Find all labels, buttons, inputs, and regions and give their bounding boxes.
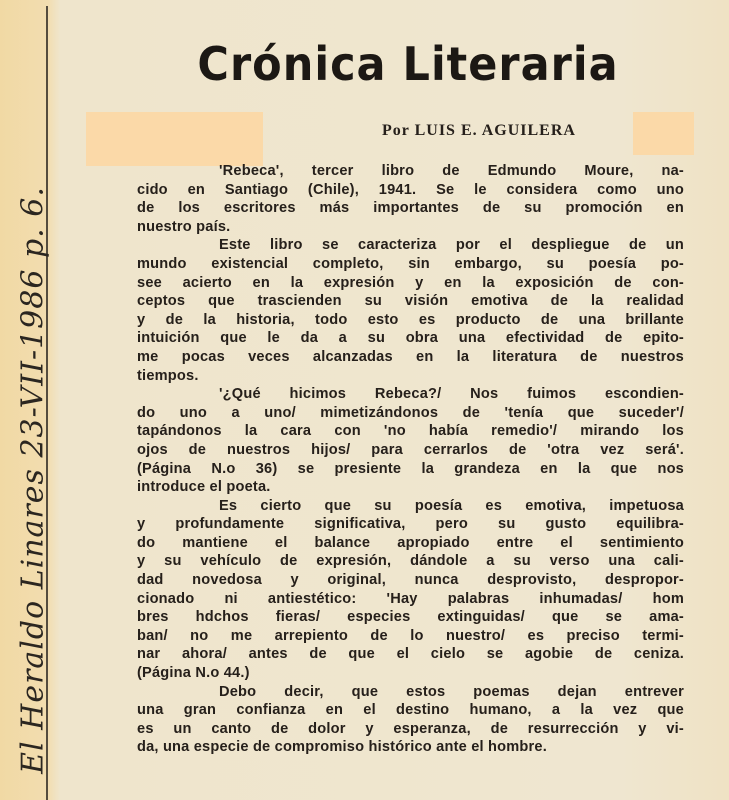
text-line: bres hdchos fieras/ especies extinguidas/ que se ama- [137, 609, 684, 626]
article-title: Crónica Literaria [197, 38, 619, 92]
article-body [137, 162, 684, 757]
text-line: dad novedosa y original, nunca desprovisto, despropor- [137, 572, 684, 589]
text-line: nar ahora/ antes de que el cielo se agobie de ceniza. [137, 646, 684, 663]
text-line: da, una especie de compromiso histórico ante el hombre. [137, 739, 547, 756]
text-line: ceptos que trascienden su visión emotiva de la realidad [137, 293, 684, 310]
text-line: see acierto en la expresión y en la exposición de con- [137, 274, 684, 291]
text-line: 'Rebeca', tercer libro de Edmundo Moure, na- [219, 163, 684, 179]
text-line: Este libro se caracteriza por el despliegue de un [219, 237, 684, 254]
handwritten-source-note: El Heraldo Linares 23-VII-1986 p. 6. [15, 186, 51, 774]
paragraph [137, 236, 684, 385]
text-line: ban/ no me arrepiento de lo nuestro/ es preciso termi- [137, 627, 684, 644]
text-line: Es cierto que su poesía es emotiva, impetuosa [219, 497, 684, 514]
text-line: introduce el poeta. [137, 479, 271, 496]
text-line: (Página N.o 44.) [137, 665, 250, 682]
text-line: cido en Santiago (Chile), 1941. Se le considera como uno [137, 181, 684, 198]
text-line: tiempos. [137, 367, 199, 384]
text-line: de los escritores más importantes de su promoción en [137, 200, 684, 217]
text-line: una gran confianza en el destino humano, a la vez que [137, 702, 684, 719]
text-line: nuestro país. [137, 218, 231, 235]
paragraph [137, 385, 684, 497]
text-line: y su vehículo de expresión, dándole a su verso una cali- [137, 553, 684, 570]
redaction-block-left [86, 112, 263, 166]
text-line: mundo existencial completo, sin embargo, su poesía po- [137, 255, 684, 272]
paragraph [137, 497, 684, 683]
text-line: ojos de nuestros hijos/ para cerrarlos de 'otra vez será'. [137, 441, 684, 458]
text-line: (Página N.o 36) se presiente la grandeza en la que nos [137, 460, 684, 477]
text-line: y profundamente significativa, pero su gusto equilibra- [137, 516, 684, 533]
redaction-block-right [633, 112, 694, 155]
byline: Por LUIS E. AGUILERA [382, 122, 576, 139]
text-line: cionado ni antiestético: 'Hay palabras inhumadas/ hom [137, 590, 684, 607]
paragraph [137, 683, 684, 757]
text-line: '¿Qué hicimos Rebeca?/ Nos fuimos escondien- [219, 386, 684, 403]
text-line: intuición que le da a su obra una efectividad de epito- [137, 330, 684, 347]
text-line: y de la historia, todo esto es producto de una brillante [137, 311, 684, 328]
text-line: tapándonos la cara con 'no había remedio'/ mirando los [137, 423, 684, 440]
text-line: es un canto de dolor y esperanza, de resurrección y vi- [137, 720, 684, 737]
text-line: do uno a uno/ mimetizándonos de 'tenía que suceder'/ [137, 404, 684, 421]
text-line: Debo decir, que estos poemas dejan entrever [219, 683, 684, 700]
paragraph [137, 162, 684, 236]
text-line: me pocas veces alcanzadas en la literatura de nuestros [137, 348, 684, 365]
text-line: do mantiene el balance apropiado entre el sentimiento [137, 534, 684, 551]
